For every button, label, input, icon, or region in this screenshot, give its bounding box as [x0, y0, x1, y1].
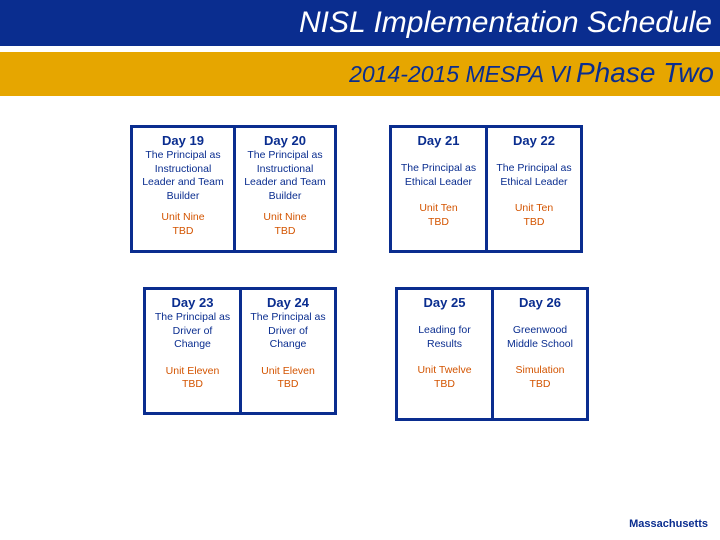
subtitle-bar: [0, 52, 720, 96]
status-label: TBD: [274, 224, 296, 237]
topic-line: Builder: [268, 189, 302, 202]
day-label: Day 20: [264, 133, 306, 148]
unit-label: Unit Ten: [514, 202, 554, 214]
status-label: TBD: [277, 378, 299, 390]
topic-line: The Principal as: [154, 311, 231, 323]
day-26-card: [491, 287, 589, 421]
topic-line: The Principal as: [247, 149, 323, 161]
unit-label: Unit Nine: [263, 211, 307, 223]
topic-line: Change: [269, 338, 307, 350]
topic-line: The Principal as: [250, 311, 326, 323]
day-label: Day 22: [513, 133, 555, 148]
status-label: TBD: [428, 215, 449, 228]
topic-line: Builder: [166, 189, 200, 202]
unit-label: Simulation: [515, 364, 565, 376]
topic-line: Driver of: [268, 324, 308, 337]
day-23-card: [143, 287, 242, 415]
topic-line: Ethical Leader: [404, 175, 473, 188]
status-label: TBD: [172, 224, 194, 237]
unit-label: Unit Nine: [161, 211, 205, 223]
page-subtitle: [349, 54, 714, 97]
topic-line: The Principal as: [496, 162, 572, 174]
day-20-card: [233, 125, 337, 253]
footer-label: Massachusetts: [629, 518, 708, 530]
topic-line: The Principal as: [145, 149, 221, 161]
status-label: TBD: [182, 378, 203, 390]
status-label: TBD: [523, 215, 545, 228]
topic-line: Instructional: [154, 162, 212, 175]
day-label: Day 21: [417, 133, 460, 148]
day-21-card: [389, 125, 488, 253]
topic-line: Leading for: [418, 324, 471, 336]
topic-line: The Principal as: [400, 162, 477, 174]
topic-line: Leader and Team: [142, 176, 224, 188]
day-label: Day 19: [162, 133, 204, 148]
topic-line: Leader and Team: [244, 176, 326, 188]
status-label: TBD: [529, 377, 551, 390]
day-label: Day 26: [519, 295, 561, 310]
page-title: NISL Implementation Schedule: [298, 6, 712, 39]
topic-line: Middle School: [507, 337, 573, 350]
day-label: Day 24: [267, 295, 309, 310]
unit-label: Unit Eleven: [165, 364, 220, 377]
day-19-card: [130, 125, 236, 253]
subtitle-phase: Phase Two: [576, 57, 714, 88]
day-label: Day 23: [171, 295, 214, 310]
subtitle-year: 2014-2015 MESPA VI: [349, 61, 572, 87]
topic-line: Change: [174, 338, 211, 350]
topic-line: Greenwood: [512, 324, 568, 336]
day-22-card: [485, 125, 583, 253]
topic-line: Instructional: [256, 162, 314, 175]
day-label: Day 25: [423, 295, 466, 310]
title-bar: [0, 0, 720, 46]
topic-line: Ethical Leader: [500, 175, 568, 188]
unit-label: Unit Twelve: [417, 364, 472, 376]
status-label: TBD: [434, 377, 455, 390]
topic-line: Driver of: [172, 324, 213, 337]
topic-line: Results: [426, 337, 462, 350]
day-24-card: [239, 287, 337, 415]
unit-label: Unit Ten: [419, 202, 458, 214]
day-25-card: [395, 287, 494, 421]
unit-label: Unit Eleven: [261, 364, 315, 377]
